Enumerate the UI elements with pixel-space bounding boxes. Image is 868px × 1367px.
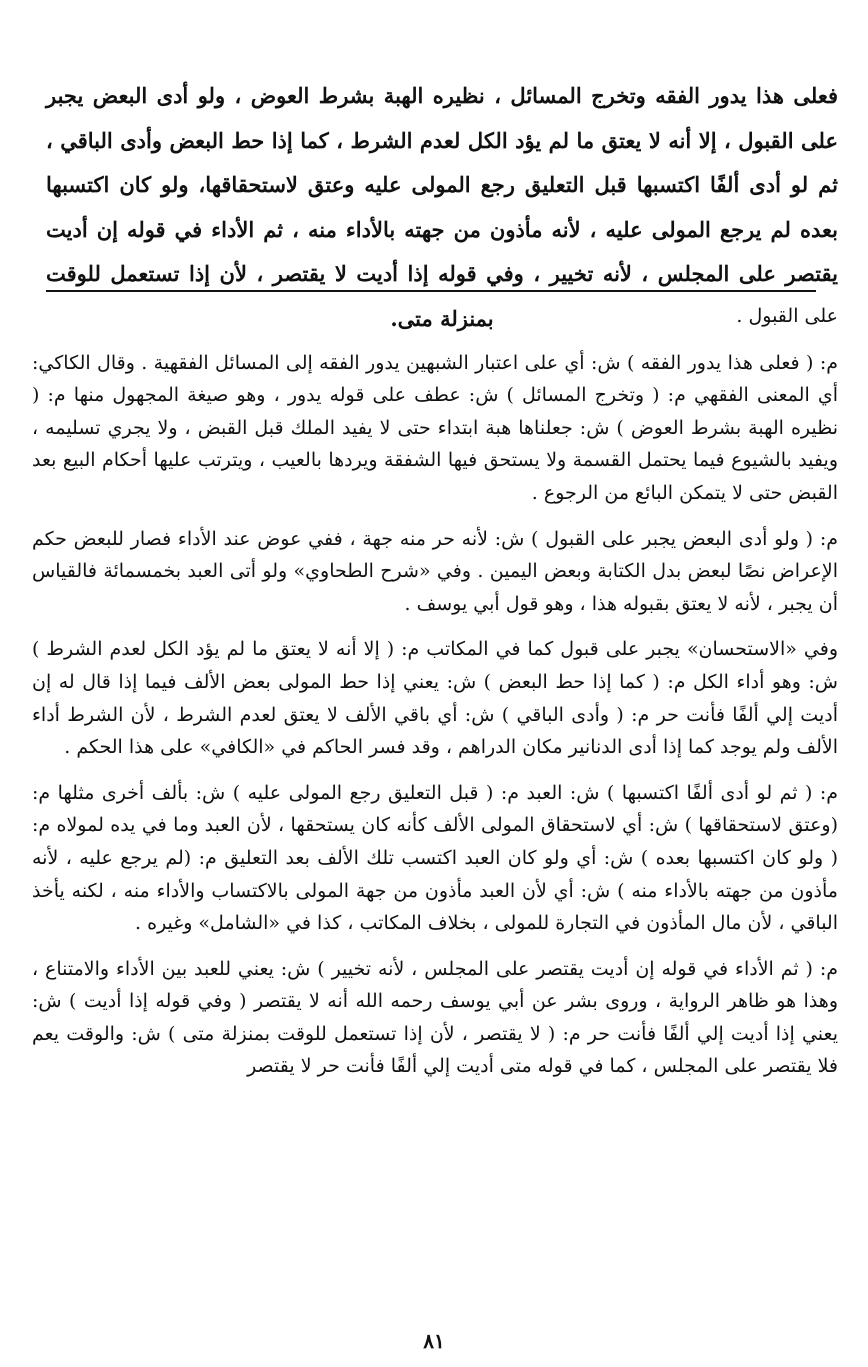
commentary-paragraph: م: ( ولو أدى البعض يجبر على القبول ) ش: لأنه حر منه جهة ، ففي عوض عند الأداء فصار للبعض حكم الإعراض نصًا لبعض بدل الكتابة وبعض اليمين . وفي «شرح الطحاوي» ولو أتى العبد بخمسمائة فالقياس أن يجبر ، لأنه لا يعتق بقبوله هذا ، وهو قول أبي يوسف . bbox=[32, 527, 838, 615]
commentary bbox=[32, 300, 838, 1096]
matn-text: فعلى هذا يدور الفقه وتخرج المسائل ، نظيره الهبة بشرط العوض ، ولو أدى البعض يجبر على القبول ، إلا أنه لا يعتق ما لم يؤد الكل لعدم الشرط ، كما إذا حط البعض وأدى الباقي ، ثم لو أدى ألفًا اكتسبها قبل التعليق رجع المولى عليه وعتق لاستحقاقها، ولو كان اكتسبها بعده لم يرجع المولى عليه ، لأنه مأذون من جهته بالأداء منه ، ثم الأداء في قوله إن أديت يقتصر على المجلس ، لأنه تخيير ، وفي قوله إذا أديت لا يقتصر ، لأن إذا تستعمل للوقت بمنزلة متى. bbox=[46, 83, 838, 331]
commentary-paragraph: م: ( ثم لو أدى ألفًا اكتسبها ) ش: العبد م: ( قبل التعليق رجع المولى عليه ) ش: بألف أخرى مثلها م: (وعتق لاستحقاقها ) ش: أي لاستحقاق المولى الألف كأنه كان يستحقها ، لأن العبد وما في يده لمولاه م: ( ولو كان اكتسبها بعده ) ش: أي ولو كان العبد اكتسب تلك الألف بعد التعليق م: (لم يرجع عليه ، لأنه مأذون من جهته بالأداء منه ) ش: أي لأن العبد مأذون من جهة المولى بالاكتساب والأداء منه ، لكنه يأخذ الباقي ، لأن مال المأذون في التجارة للمولى ، بخلاف المكاتب ، كذا في «الشامل» وغيره . bbox=[32, 781, 838, 935]
commentary-paragraph: م: ( فعلى هذا يدور الفقه ) ش: أي على اعتبار الشبهين يدور الفقه إلى المسائل الفقهية . وقال الكاكي: أي المعنى الفقهي م: ( وتخرج المسائل ) ش: عطف على قوله يدور ، وهو صيغة المجهول منها م: ( نظيره الهبة بشرط العوض ) ش: جعلناها هبة ابتداء حتى لا يفيد الملك قبل القبض ، ولا يجري تسليمه ، ويفيد بالشيوع فيما يحتمل القسمة ولا يستحق فيها الشفقة ويردها بالعيب ، ويترتب عليها أحكام البيع بعد القبض حتى لا يتمكن البائع من الرجوع . bbox=[32, 351, 838, 504]
footnote-divider bbox=[46, 290, 816, 292]
page-number: ٨١ bbox=[423, 1329, 445, 1353]
commentary-paragraph: وفي «الاستحسان» يجبر على قبول كما في المكاتب م: ( إلا أنه لا يعتق ما لم يؤد الكل لعدم الشرط ) ش: وهو أداء الكل م: ( كما إذا حط البعض ) ش: يعني إذا حط المولى بعض الألف فيما إذا قال له إن أديت إلي ألفًا فأنت حر م: ( وأدى الباقي ) ش: أي باقي الألف لا يعتق لعدم الشرط ، لأن الشرط أداء الألف ولم يوجد كما إذا أدى الدنانير مكان الدراهم ، وقد فسر الحاكم في «الكافي» على هذا الحكم . bbox=[32, 638, 838, 759]
commentary-paragraph: على القبول . bbox=[736, 305, 838, 327]
commentary-paragraph: م: ( ثم الأداء في قوله إن أديت يقتصر على المجلس ، لأنه تخيير ) ش: يعني للعبد بين الأداء والامتناع ، وهذا هو ظاهر الرواية ، وروى بشر عن أبي يوسف رحمه الله أنه لا يقتصر ( وفي قوله إذا أديت ) ش: يعني إذا أديت إلي ألفًا فأنت حر م: ( لا يقتصر ، لأن إذا تستعمل للوقت بمنزلة متى ) ش: والوقت يعم فلا يقتصر على المجلس ، كما في قوله متى أديت إلي ألفًا فأنت حر لا يقتصر bbox=[32, 957, 838, 1078]
